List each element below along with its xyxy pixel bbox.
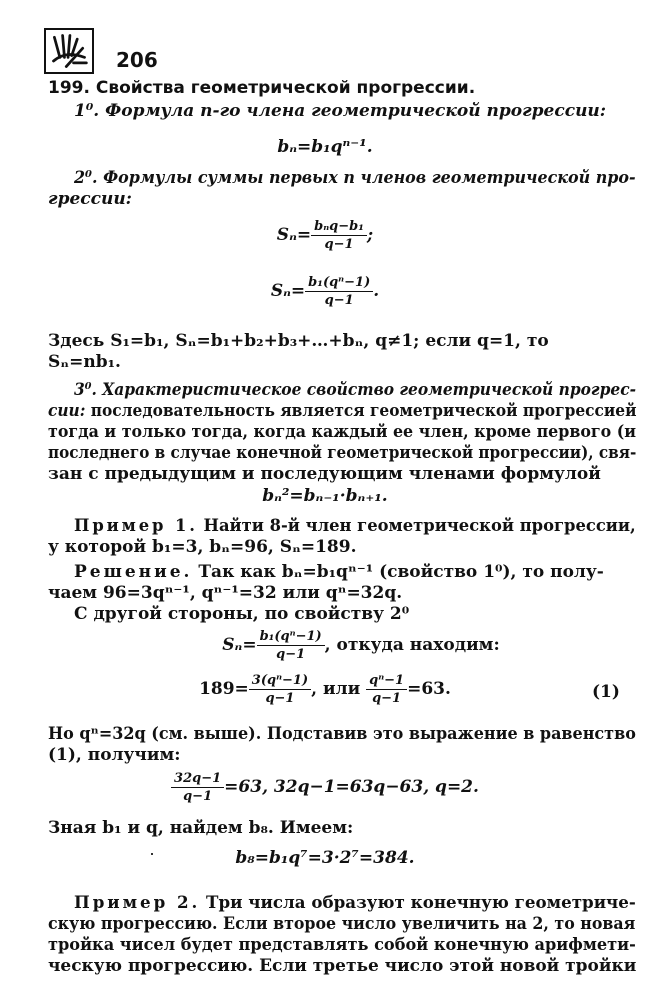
property-2-heading-line2: грессии: bbox=[48, 189, 132, 209]
formula-32q-denominator: q−1 bbox=[183, 789, 213, 804]
formula-189-denominator-1: q−1 bbox=[265, 691, 295, 706]
sum-formula-2-tail: . bbox=[373, 281, 380, 301]
formula-s-n bbox=[36, 628, 650, 663]
example-1-line1 bbox=[74, 516, 636, 536]
formula-189-left: 189= bbox=[199, 679, 249, 699]
example-2-label: Пример 2. bbox=[74, 893, 201, 913]
property-3-heading-end: сии: bbox=[48, 401, 86, 421]
formula-s-n-left: Sₙ= bbox=[222, 635, 257, 655]
sum-formula-1-tail: ; bbox=[366, 225, 374, 245]
property-3-line2-text: последовательность является геометрической прогрессией bbox=[85, 401, 637, 421]
formula-s-n-fraction bbox=[257, 628, 325, 663]
characteristic-formula: bₙ²=bₙ₋₁·bₙ₊₁. bbox=[262, 486, 388, 506]
example-1-line4: чаем 96=3qⁿ⁻¹, qⁿ⁻¹=32 или qⁿ=32q. bbox=[48, 583, 403, 603]
page-number: 206 bbox=[116, 48, 158, 72]
example-2-line4: ческую прогрессию. Если третье число этой новой тройки bbox=[48, 956, 637, 976]
formula-32q-numerator: 32q−1 bbox=[171, 770, 224, 788]
ornament-logo bbox=[44, 28, 94, 74]
example-2-task: Три числа образуют конечную геометриче- bbox=[200, 893, 636, 913]
example-1-line6: Но qⁿ=32q (см. выше). Подставив это выражение в равенство bbox=[48, 724, 636, 744]
sum-formula-2-numerator: b₁(qⁿ−1) bbox=[305, 274, 373, 292]
formula-32q-tail: =63, 32q−1=63q−63, q=2. bbox=[224, 777, 479, 797]
sum-formula-2-fraction bbox=[305, 274, 373, 309]
formula-s-n-tail: , откуда находим: bbox=[324, 635, 500, 655]
example-1-task: Найти 8-й член геометрической прогрессии, bbox=[197, 516, 636, 536]
formula-b8: b₈=b₁q⁷=3·2⁷=384. bbox=[235, 848, 415, 868]
sum-formula-1-numerator: bₙq−b₁ bbox=[311, 218, 367, 236]
solution-label: Решение. bbox=[74, 562, 193, 582]
property-3-line2 bbox=[48, 401, 636, 421]
example-1-solution-text: Так как bₙ=b₁qⁿ⁻¹ (свойство 1⁰), то полу- bbox=[192, 562, 604, 582]
example-1-line7: (1), получим: bbox=[48, 745, 181, 765]
note-line-1: Здесь S₁=b₁, Sₙ=b₁+b₂+b₃+…+bₙ, q≠1; если q=1, то bbox=[48, 331, 549, 351]
formula-189 bbox=[0, 672, 650, 707]
sum-formula-1 bbox=[0, 218, 650, 253]
example-2-line3: тройка чисел будет представлять собой конечную арифмети- bbox=[48, 935, 636, 955]
property-2-heading-line1: 2⁰. Формулы суммы первых n членов геометрической про- bbox=[74, 168, 636, 188]
stylized-ornament-icon bbox=[46, 30, 92, 72]
sum-formula-1-fraction bbox=[311, 218, 367, 253]
formula-32q-fraction bbox=[171, 770, 224, 805]
property-3-line3: тогда и только тогда, когда каждый ее член, кроме первого (и bbox=[48, 422, 636, 442]
example-1-line2: у которой b₁=3, bₙ=96, Sₙ=189. bbox=[48, 537, 357, 557]
note-line-2: Sₙ=nb₁. bbox=[48, 352, 121, 372]
formula-32q bbox=[0, 770, 650, 805]
sum-formula-2-denominator: q−1 bbox=[324, 293, 354, 308]
sum-formula-2-left: Sₙ= bbox=[270, 281, 306, 301]
formula-189-fraction-1 bbox=[249, 672, 311, 707]
formula-189-denominator-2: q−1 bbox=[372, 691, 402, 706]
formula-189-numerator-1: 3(qⁿ−1) bbox=[249, 672, 311, 690]
nth-term-formula: bₙ=b₁qⁿ⁻¹. bbox=[277, 137, 373, 157]
example-1-line8: Зная b₁ и q, найдем b₈. Имеем: bbox=[48, 818, 354, 838]
formula-189-numerator-2: qⁿ−1 bbox=[366, 672, 407, 690]
formula-189-fraction-2 bbox=[366, 672, 407, 707]
formula-s-n-numerator: b₁(qⁿ−1) bbox=[257, 628, 325, 646]
property-3-heading: 3⁰. Характеристическое свойство геометрической прогрес- bbox=[74, 380, 637, 400]
sum-formula-2 bbox=[0, 274, 650, 309]
example-1-line5: С другой стороны, по свойству 2⁰ bbox=[74, 604, 410, 624]
example-2-line1 bbox=[74, 893, 636, 913]
equation-number: (1) bbox=[592, 682, 620, 702]
sum-formula-1-left: Sₙ= bbox=[276, 225, 312, 245]
formula-189-mid: , или bbox=[311, 679, 367, 699]
property-3-line4: последнего в случае конечной геометрической прогрессии), свя- bbox=[48, 443, 637, 463]
example-1-label: Пример 1. bbox=[74, 516, 198, 536]
sum-formula-1-denominator: q−1 bbox=[324, 237, 354, 252]
example-2-line2: скую прогрессию. Если второе число увеличить на 2, то новая bbox=[48, 914, 636, 934]
formula-s-n-denominator: q−1 bbox=[276, 647, 306, 662]
example-1-line3 bbox=[74, 562, 604, 582]
formula-189-tail: =63. bbox=[407, 679, 451, 699]
section-title: 199. Свойства геометрической прогрессии. bbox=[48, 78, 476, 98]
property-3-line5: зан с предыдущим и последующим членами формулой bbox=[48, 464, 601, 484]
property-1-heading: 1⁰. Формула n-го члена геометрической прогрессии: bbox=[74, 101, 607, 121]
